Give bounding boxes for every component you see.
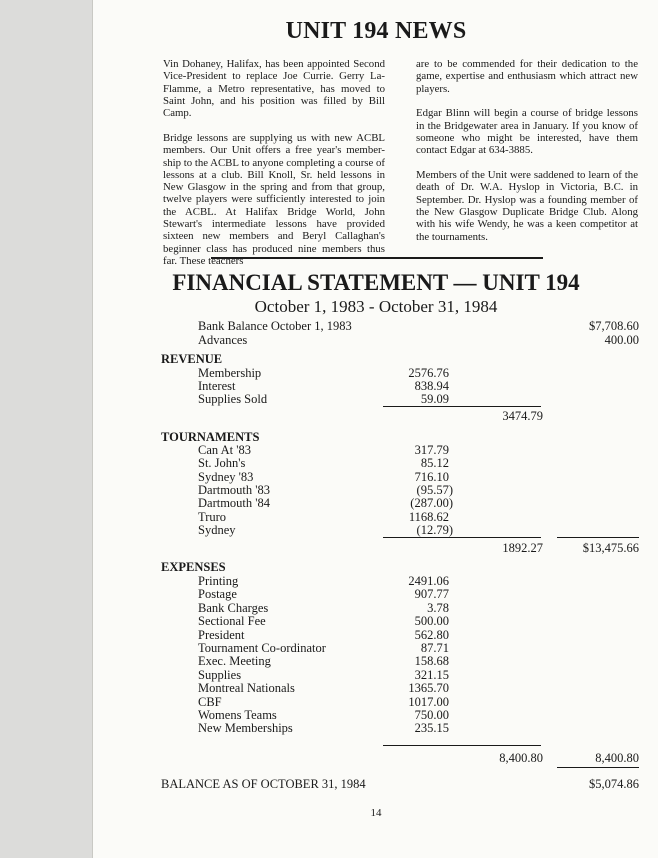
expenses-heading: EXPENSES xyxy=(161,560,226,574)
news-paragraph: Members of the Unit were saddened to learn of the death of Dr. W.A. Hyslop in Victoria, B.C. in September. Dr. Hyslop was a founding member of the New Glasgow Duplicate Bridge Club. Along with his wife Wendy, he was a keen competitor at the tournaments. xyxy=(416,169,638,243)
revenue-subtotal: 3474.79 xyxy=(502,409,543,423)
revenue-item-amount: 59.09 xyxy=(420,392,449,406)
expense-item-label: Bank Charges xyxy=(198,600,269,615)
opening-amount: $7,708.60 xyxy=(589,319,639,333)
revenue-item-label: Membership xyxy=(198,366,262,380)
expense-item-label: President xyxy=(198,627,245,642)
tournament-item-label: Can At '83 xyxy=(198,443,251,457)
revenue-heading: REVENUE xyxy=(161,352,223,366)
expense-item-amount: 562.80 xyxy=(414,627,449,642)
closing-amount: $5,074.86 xyxy=(589,777,639,791)
revenue-item-amount: 2576.76 xyxy=(408,366,449,380)
expense-item-label: Sectional Fee xyxy=(198,614,266,629)
expense-item-amount: 907.77 xyxy=(414,587,449,602)
tournament-item-amount: (95.57) xyxy=(416,483,453,497)
subtotal-rule xyxy=(383,745,541,746)
document-page xyxy=(92,0,658,858)
news-column-left xyxy=(163,58,385,280)
tournament-item-label: Sydney '83 xyxy=(198,470,254,484)
subtotal-rule xyxy=(383,537,541,538)
news-column-right xyxy=(416,58,638,255)
expense-item-label: CBF xyxy=(198,694,222,709)
tournaments-subtotal: 1892.27 xyxy=(502,541,543,555)
tournament-item-amount: 1168.62 xyxy=(408,510,449,524)
expense-item-amount: 750.00 xyxy=(414,708,449,722)
news-paragraph: are to be commended for their dedication to the game, expertise and enthusiasm which attract new players. xyxy=(416,58,638,95)
expense-item-label: Postage xyxy=(198,587,237,602)
expense-item-label: New Memberships xyxy=(198,721,293,736)
news-paragraph: Edgar Blinn will begin a course of bridge lessons in the Bridgewater area in January. If you know of someone who might be interested, have them contact Edgar at 634-3885. xyxy=(416,107,638,157)
advances-amount: 400.00 xyxy=(604,333,639,347)
expense-item-label: Womens Teams xyxy=(198,708,277,722)
expense-item-label: Exec. Meeting xyxy=(198,654,271,669)
expense-item-amount: 87.71 xyxy=(420,641,449,655)
tournament-item-label: Truro xyxy=(198,510,227,524)
expense-item-amount: 2491.06 xyxy=(408,574,449,588)
expense-item-label: Tournament Co-ordinator xyxy=(198,641,326,655)
tournament-item-amount: 317.79 xyxy=(414,443,449,457)
expense-item-amount: 235.15 xyxy=(414,721,449,736)
tournament-item-amount: 716.10 xyxy=(414,470,449,484)
expense-item-label: Montreal Nationals xyxy=(198,681,295,696)
news-paragraph: Bridge lessons are supplying us with new ACBL members. Our Unit offers a free year's member-ship to the ACBL to anyone completing a course of lessons at a club. Bill Knoll, Sr. held lessons in New Glasgow in the spring and from that group, twelve players were sufficiently interested to join the ACBL. At Halifax Bridge World, John Stewart's intermediate lessons have provided sixteen new members and Beryl Callaghan's beginner class has produced nine members thus far. These teachers xyxy=(163,131,385,267)
expense-item-amount: 321.15 xyxy=(414,667,449,682)
total-rule xyxy=(557,767,639,768)
revenue-item-label: Interest xyxy=(198,379,236,393)
tournament-item-amount: (287.00) xyxy=(410,496,453,510)
expenses-subtotal: 8,400.80 xyxy=(499,751,543,765)
section-divider xyxy=(211,257,543,259)
advances-label: Advances xyxy=(198,333,248,347)
tournament-item-label: Dartmouth '84 xyxy=(198,496,271,510)
subtotal-rule xyxy=(383,406,541,407)
tournaments-heading: TOURNAMENTS xyxy=(161,430,260,444)
expense-item-amount: 158.68 xyxy=(414,654,449,669)
financial-title: FINANCIAL STATEMENT — UNIT 194 xyxy=(172,270,580,295)
revenue-item-label: Supplies Sold xyxy=(198,392,268,406)
expenses-total: 8,400.80 xyxy=(595,751,639,765)
page-number: 14 xyxy=(370,807,382,819)
news-title: UNIT 194 NEWS xyxy=(285,18,467,44)
tournament-item-label: St. John's xyxy=(198,456,246,470)
expense-item-amount: 1365.70 xyxy=(408,681,449,696)
expense-item-amount: 3.78 xyxy=(427,600,449,615)
expense-item-label: Printing xyxy=(198,574,239,588)
revenue-item-amount: 838.94 xyxy=(414,379,449,393)
expense-item-label: Supplies xyxy=(198,667,242,682)
running-total: $13,475.66 xyxy=(582,541,639,555)
tournament-item-amount: 85.12 xyxy=(420,456,449,470)
opening-label: Bank Balance October 1, 1983 xyxy=(198,319,352,333)
expense-item-amount: 500.00 xyxy=(414,614,449,629)
tournament-item-label: Sydney xyxy=(198,523,236,537)
news-paragraph: Vin Dohaney, Halifax, has been appointed Second Vice-President to replace Joe Currie. Gerry La-Flamme, a Metro representative, has moved to Saint John, and his position was filled by Bill Camp. xyxy=(163,58,385,120)
financial-period: October 1, 1983 - October 31, 1984 xyxy=(254,297,498,316)
total-rule xyxy=(557,537,639,538)
tournament-item-label: Dartmouth '83 xyxy=(198,483,271,497)
closing-label: BALANCE AS OF OCTOBER 31, 1984 xyxy=(161,777,366,791)
tournament-item-amount: (12.79) xyxy=(416,523,453,537)
expense-item-amount: 1017.00 xyxy=(408,694,449,709)
